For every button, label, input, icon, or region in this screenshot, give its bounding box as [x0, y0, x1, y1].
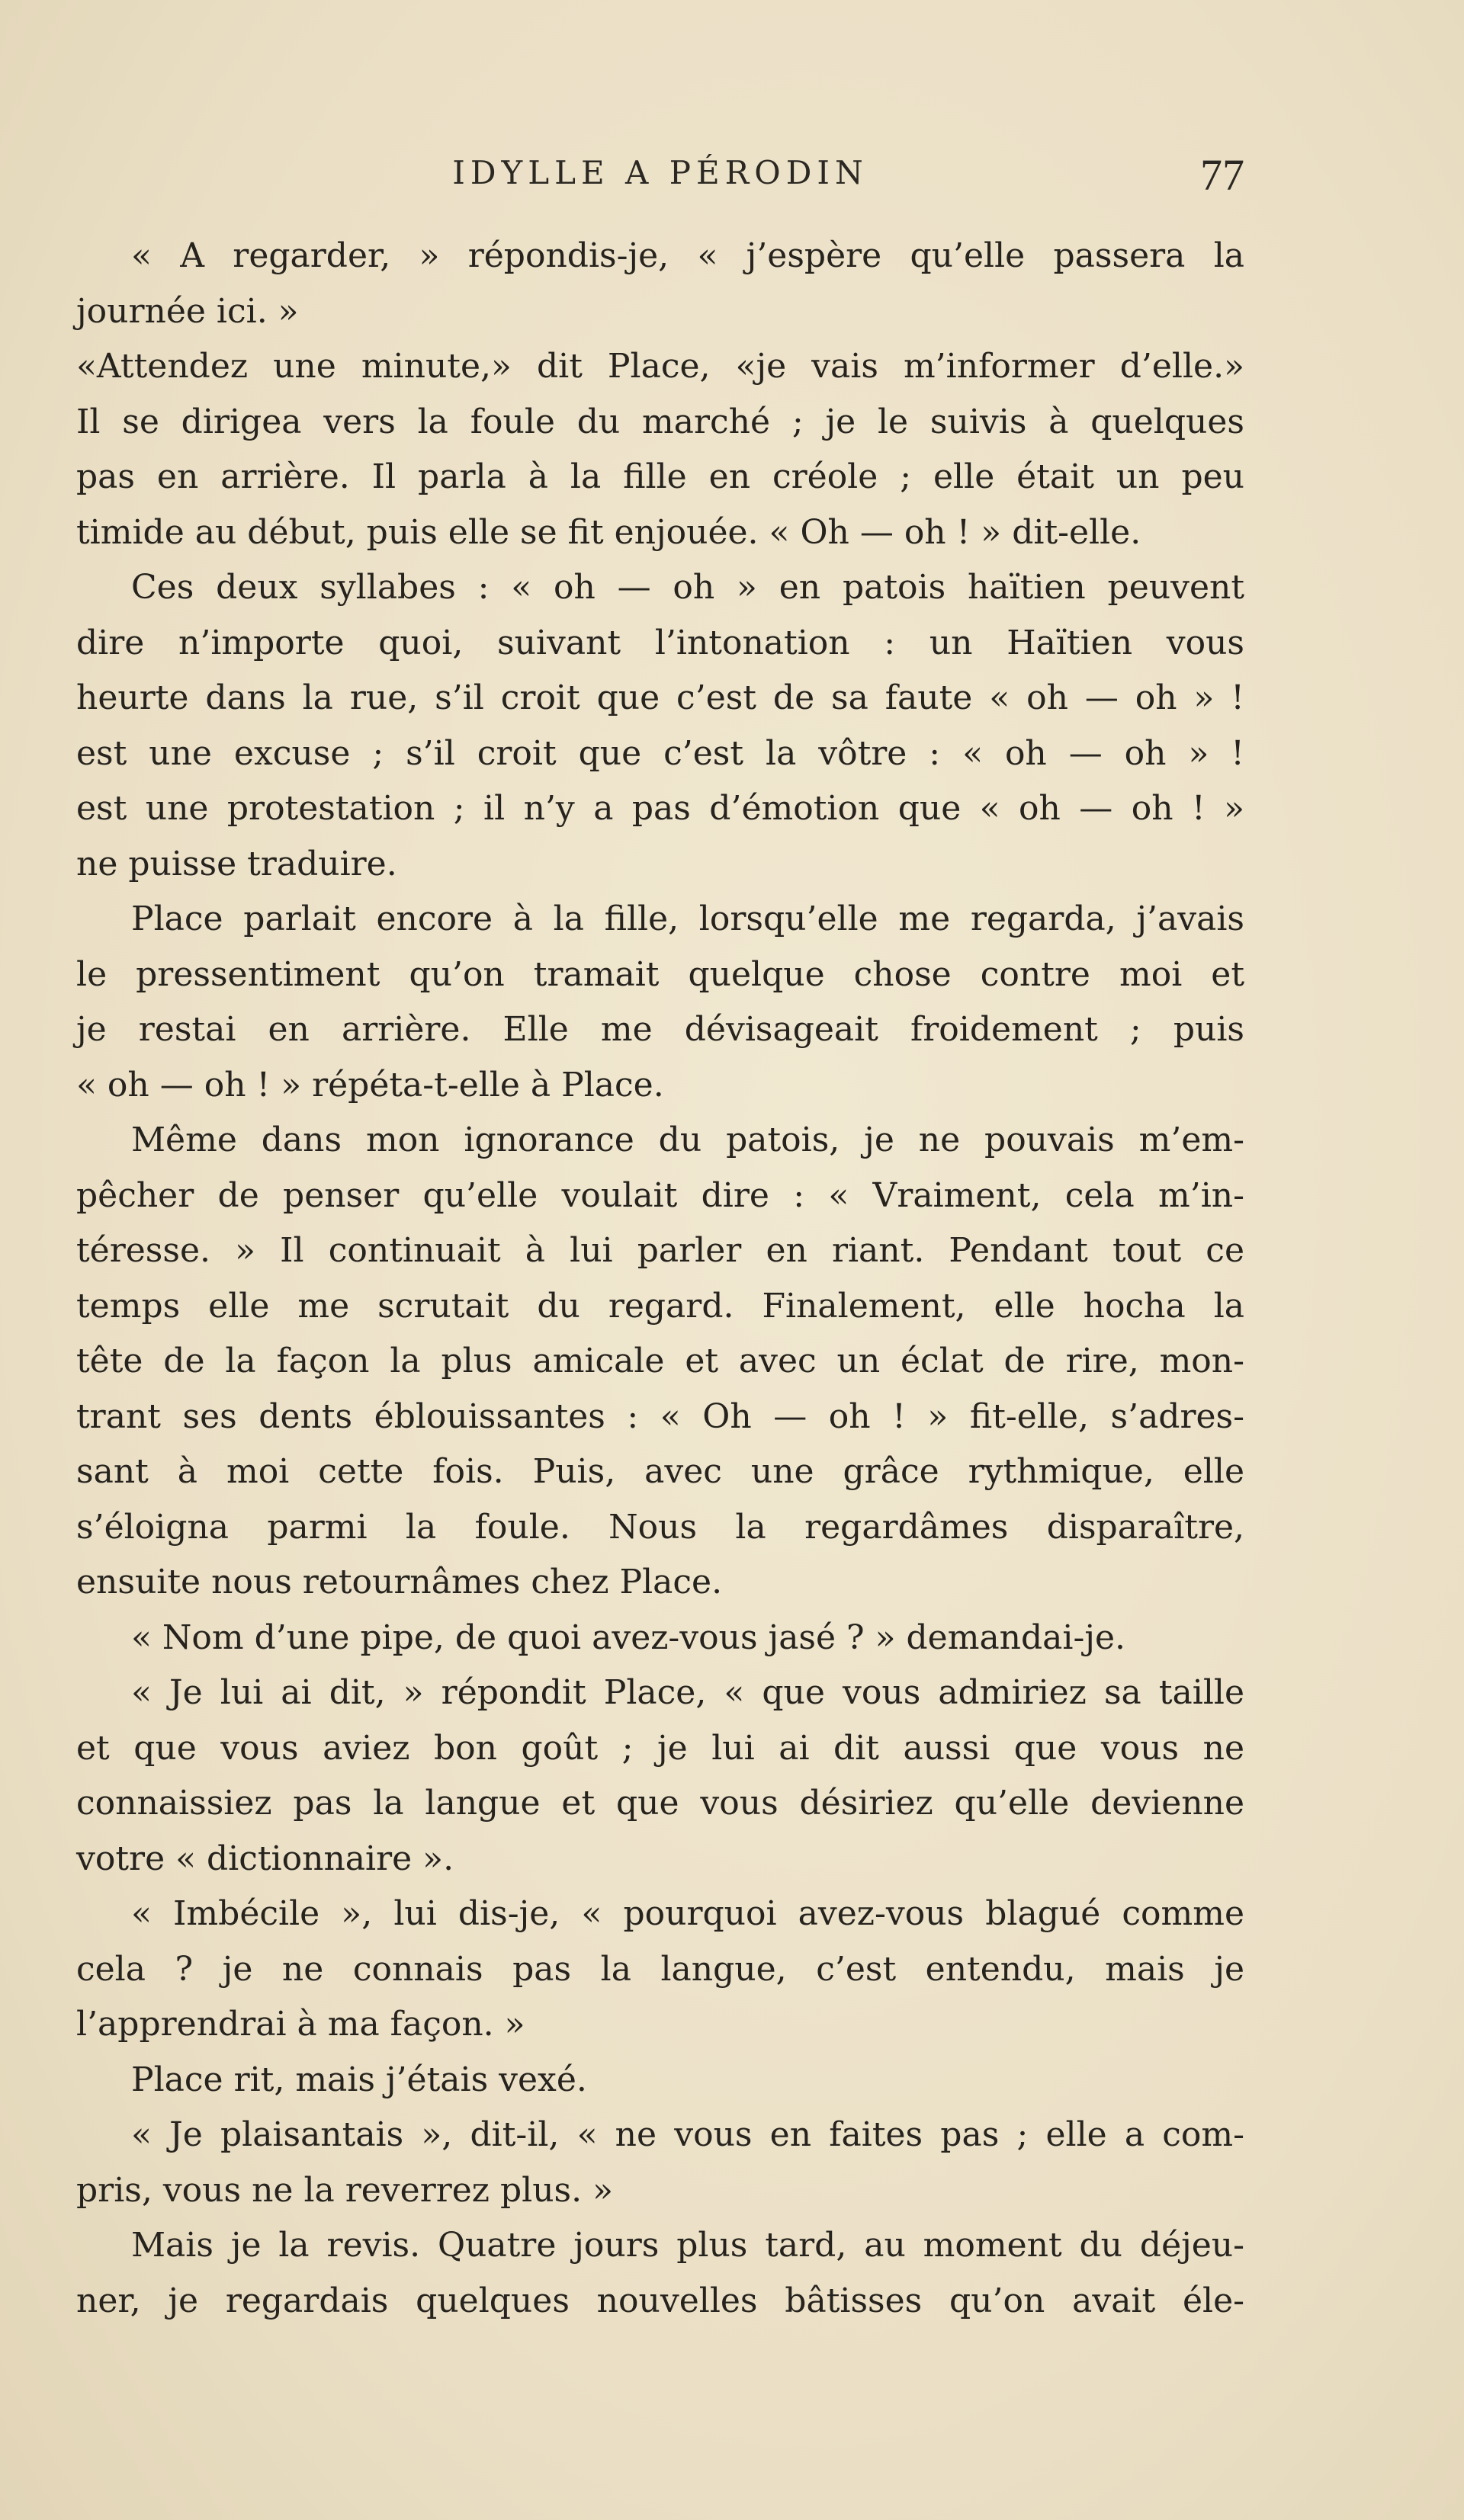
text-line: « Nom d’une pipe, de quoi avez-vous jasé ? » demandai-je.: [131, 1617, 1126, 1657]
text-line: «Attendez une minute,» dit Place, «je vais m’informer d’elle.»: [76, 347, 1244, 386]
text-line: Mais je la revis. Quatre jours plus tard, au moment du déjeu-: [131, 2226, 1244, 2265]
page-header: [76, 149, 1244, 198]
text-line: temps elle me scrutait du regard. Finalement, elle hocha la: [76, 1286, 1244, 1326]
text-line: Même dans mon ignorance du patois, je ne pouvais m’em-: [131, 1121, 1244, 1159]
text-line: Place parlait encore à la fille, lorsqu’elle me regarda, j’avais: [131, 899, 1244, 938]
text-line: je restai en arrière. Elle me dévisageait froidement ; puis: [76, 1010, 1244, 1049]
text-line: est une excuse ; s’il croit que c’est la vôtre : « oh — oh » !: [76, 733, 1244, 773]
page-number: 77: [1200, 150, 1244, 200]
text-line: ner, je regardais quelques nouvelles bâtisses qu’on avait éle-: [76, 2281, 1244, 2320]
text-line: « A regarder, » répondis-je, « j’espère qu’elle passera la: [131, 236, 1244, 275]
text-line: ne puisse traduire.: [76, 844, 397, 883]
text-line: pris, vous ne la reverrez plus. »: [76, 2170, 614, 2210]
text-line: est une protestation ; il n’y a pas d’émotion que « oh — oh ! »: [76, 789, 1244, 828]
text-line: le pressentiment qu’on tramait quelque chose contre moi et: [76, 954, 1244, 994]
text-line: heurte dans la rue, s’il croit que c’est de sa faute « oh — oh » !: [76, 678, 1244, 717]
text-line: timide au début, puis elle se fit enjouée. « Oh — oh ! » dit-elle.: [76, 512, 1141, 552]
text-line: « Imbécile », lui dis-je, « pourquoi avez-vous blagué comme: [131, 1894, 1244, 1933]
text-line: pas en arrière. Il parla à la fille en créole ; elle était un peu: [76, 457, 1244, 496]
text-line: ensuite nous retournâmes chez Place.: [76, 1563, 723, 1601]
text-line: l’apprendrai à ma façon. »: [76, 2005, 525, 2044]
text-line: Il se dirigea vers la foule du marché ; je le suivis à quelques: [76, 402, 1244, 441]
text-line: trant ses dents éblouissantes : « Oh — oh ! » fit-elle, s’adres-: [76, 1396, 1244, 1436]
body-text: [76, 229, 1244, 2329]
text-line: tête de la façon la plus amicale et avec un éclat de rire, mon-: [76, 1342, 1244, 1380]
text-line: « Je plaisantais », dit-il, « ne vous en faites pas ; elle a com-: [131, 2115, 1244, 2154]
text-line: téresse. » Il continuait à lui parler en riant. Pendant tout ce: [76, 1231, 1244, 1270]
text-line: dire n’importe quoi, suivant l’intonation : un Haïtien vous: [76, 623, 1244, 662]
text-line: « oh — oh ! » répéta-t-elle à Place.: [76, 1065, 664, 1105]
text-line: « Je lui ai dit, » répondit Place, « que vous admiriez sa taille: [131, 1673, 1244, 1712]
text-line: sant à moi cette fois. Puis, avec une grâce rythmique, elle: [76, 1452, 1244, 1491]
text-line: votre « dictionnaire ».: [76, 1839, 454, 1878]
text-line: Place rit, mais j’étais vexé.: [131, 2060, 587, 2099]
text-line: connaissiez pas la langue et que vous désiriez qu’elle devienne: [76, 1784, 1244, 1823]
text-line: journée ici. »: [76, 291, 299, 331]
text-line: pêcher de penser qu’elle voulait dire : « Vraiment, cela m’in-: [76, 1175, 1244, 1215]
text-line: s’éloigna parmi la foule. Nous la regardâmes disparaître,: [76, 1507, 1244, 1547]
running-title: IDYLLE A PÉRODIN: [452, 154, 868, 191]
text-line: cela ? je ne connais pas la langue, c’est entendu, mais je: [76, 1949, 1244, 1989]
text-line: Ces deux syllabes : « oh — oh » en patois haïtien peuvent: [131, 568, 1244, 607]
text-line: et que vous aviez bon goût ; je lui ai dit aussi que vous ne: [76, 1728, 1244, 1768]
